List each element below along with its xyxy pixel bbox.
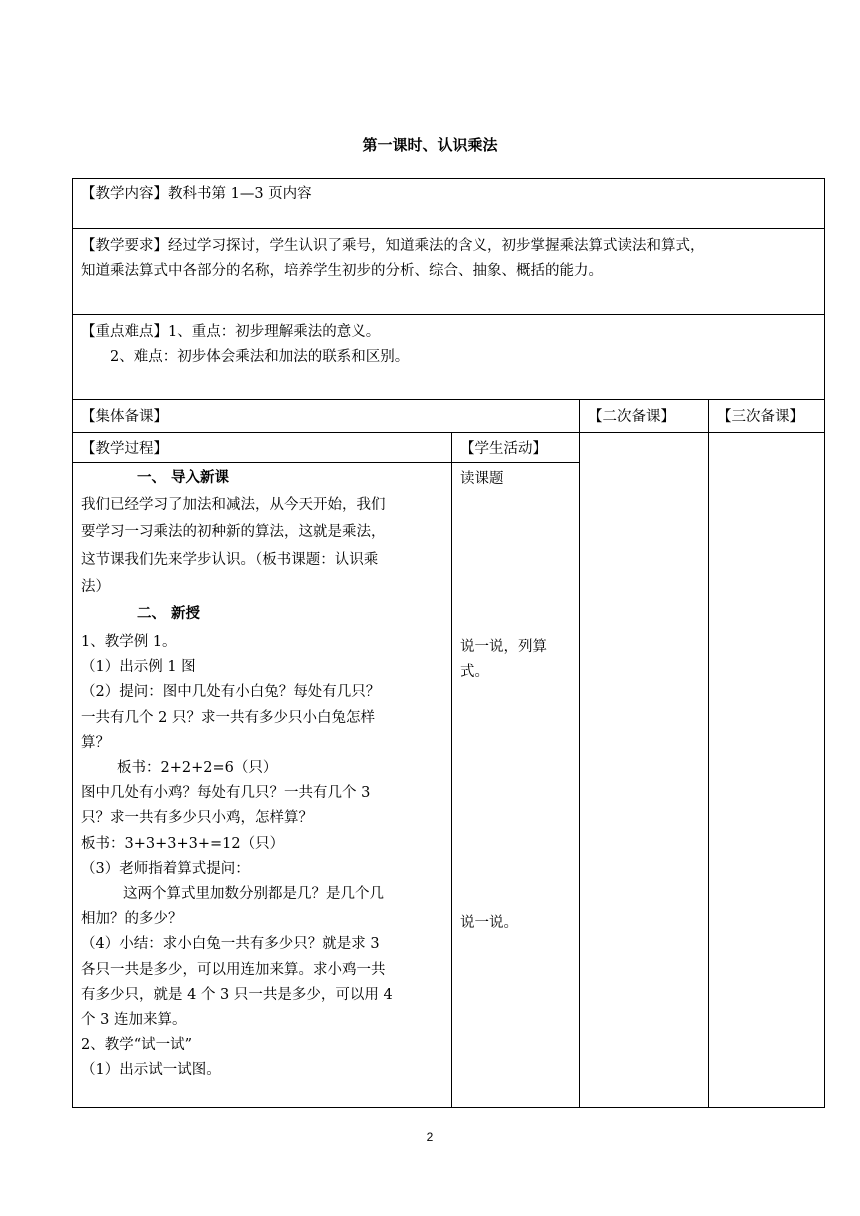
collective-header-cell <box>72 399 580 433</box>
content-text: 【教学内容】教科书第 1—3 页内容 <box>81 186 312 202</box>
process-line: 法） <box>81 578 110 595</box>
process-line: （3）老师指着算式提问： <box>81 860 250 877</box>
activity-header: 【学生活动】 <box>460 441 547 457</box>
requirements-row <box>72 228 825 315</box>
section-heading: 一、 导入新课 <box>137 470 230 486</box>
process-line: 我们已经学习了加法和减法，从今天开始，我们 <box>81 497 386 514</box>
key-point-line: 【重点难点】1、重点：初步理解乘法的意义。 <box>81 324 381 340</box>
process-body-cell <box>72 462 452 1108</box>
process-line: 相加？的多少？ <box>81 911 183 928</box>
second-header: 【二次备课】 <box>588 409 675 425</box>
process-line: 图中几处有小鸡？每处有几只？一共有几个 3 <box>81 785 371 802</box>
activity-text: 说一说。 <box>460 915 518 931</box>
third-header-cell <box>708 399 825 433</box>
process-line: 2、教学“试一试” <box>81 1037 193 1054</box>
collective-header: 【集体备课】 <box>81 409 168 425</box>
process-line: 个 3 连加来算。 <box>81 1012 187 1029</box>
second-notes-cell <box>579 432 709 1108</box>
page-title: 第一课时、认识乘法 <box>362 136 498 154</box>
process-line: 板书：3+3+3+3+=12（只） <box>81 835 285 852</box>
process-line: 1、教学例 1。 <box>81 634 177 650</box>
process-line: （2）提问：图中几处有小白兔？每处有几只？ <box>81 684 381 701</box>
key-point-line: 2、难点：初步体会乘法和加法的联系和区别。 <box>110 349 410 365</box>
activity-body-cell <box>451 462 580 1108</box>
requirements-line: 【教学要求】经过学习探讨，学生认识了乘号，知道乘法的含义，初步掌握乘法算式读法和算式， <box>81 238 705 254</box>
process-line: （1）出示试一试图。 <box>81 1062 221 1079</box>
process-line: 一共有几个 2 只？求一共有多少只小白兔怎样 <box>81 709 375 726</box>
process-line: （4）小结：求小白兔一共有多少只？就是求 3 <box>81 936 380 953</box>
activity-text: 说一说，列算 <box>460 639 547 655</box>
page-number: 2 <box>426 1130 434 1144</box>
process-header: 【教学过程】 <box>81 441 168 457</box>
process-line: 要学习一习乘法的初种新的算法，这就是乘法， <box>81 524 386 541</box>
process-line: 各只一共是多少，可以用连加来算。求小鸡一共 <box>81 961 386 978</box>
process-line: 只？求一共有多少只小鸡，怎样算？ <box>81 810 313 827</box>
activity-text: 式。 <box>460 664 489 680</box>
requirements-line: 知道乘法算式中各部分的名称，培养学生初步的分析、综合、抽象、概括的能力。 <box>81 263 603 279</box>
process-line: 这两个算式里加数分别都是几？是几个几 <box>123 886 384 903</box>
third-notes-cell <box>708 432 825 1108</box>
activity-header-cell <box>451 432 580 463</box>
key-points-row <box>72 314 825 400</box>
process-line: 这节课我们先来学步认识。（板书课题：认识乘 <box>81 551 379 568</box>
process-line: （1）出示例 1 图 <box>81 659 196 676</box>
second-header-cell <box>579 399 709 433</box>
activity-text: 读课题 <box>460 471 504 487</box>
section-heading: 二、 新授 <box>137 606 201 623</box>
content-row <box>72 178 825 229</box>
third-header: 【三次备课】 <box>717 409 804 425</box>
process-header-cell <box>72 432 452 463</box>
process-line: 板书：2+2+2=6（只） <box>117 760 278 777</box>
process-line: 有多少只，就是 4 个 3 只一共是多少，可以用 4 <box>81 986 393 1003</box>
process-line: 算？ <box>81 734 110 751</box>
